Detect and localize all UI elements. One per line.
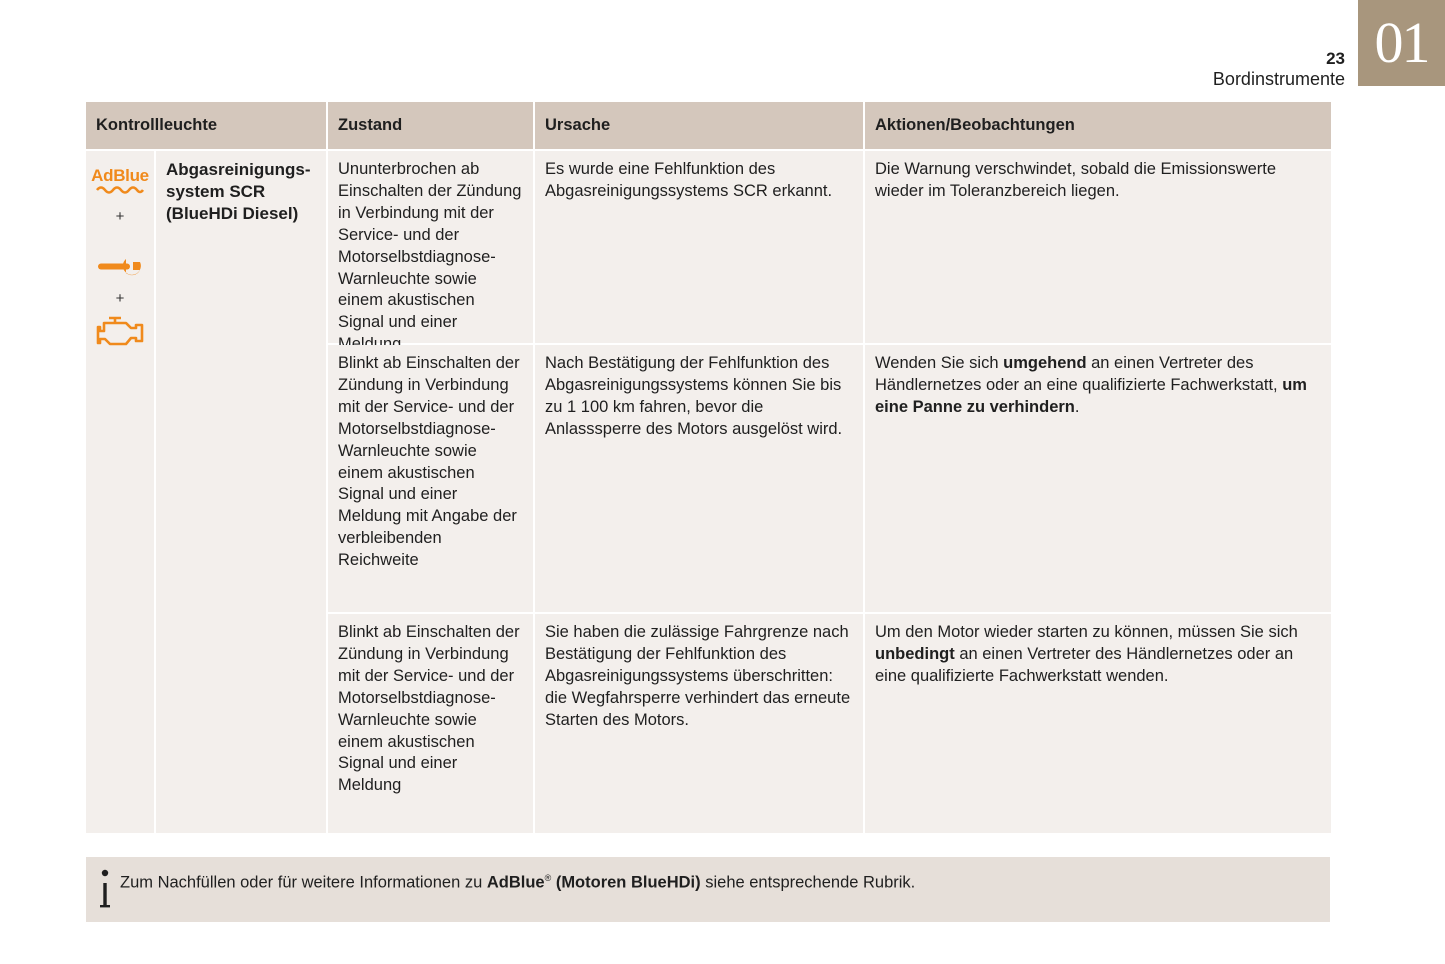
registered-mark: ® [544,873,552,883]
column-header-kontrollleuchte: Kontrollleuchte [86,102,326,149]
plus-sign: + [115,289,125,307]
engine-icon [95,316,145,357]
chapter-tab: 01 [1358,0,1445,86]
text: Wenden Sie sich [875,354,1004,372]
emphasis: umgehend [1003,354,1087,372]
plus-sign: + [115,208,125,225]
text: an einen Vertreter des Händlernetzes oder an eine qualifizierte Fachwerkstatt, [875,354,1283,394]
row-3-aktion [865,614,1331,833]
indicator-icons [86,151,154,833]
column-header-zustand: Zustand [328,102,533,149]
row-2-ursache: Nach Bestätigung der Fehlfunktion des Abgasreinigungssystems können Sie bis zu 1 100 km fahren, bevor die Anlasssperre des Motors ausgelöst wird. [535,345,863,612]
row-2-aktion [865,345,1331,612]
row-3-ursache: Sie haben die zulässige Fahrgrenze nach Bestätigung der Fehlfunktion des Abgasreinigungssystems überschritten: die Wegfahrsperre verhindert das erneute Starten des Motors. [535,614,863,833]
row-1-ursache: Es wurde eine Fehlfunktion des Abgasreinigungssystems SCR erkannt. [535,151,863,343]
text: Um den Motor wieder starten zu können, müssen Sie sich [875,623,1298,641]
column-header-ursache: Ursache [535,102,863,149]
adblue-icon [91,167,149,195]
indicator-name: Abgasreinigungs-system SCR (BlueHDi Diesel) [156,151,326,833]
warning-light-table [86,102,1331,831]
row-3-zustand: Blinkt ab Einschalten der Zündung in Verbindung mit der Service- und der Motorselbstdiagnose-Warnleuchte sowie einem akustischen Signal und einer Meldung [328,614,533,833]
info-note [86,857,1330,922]
section-title: Bordinstrumente [1212,69,1345,89]
column-header-aktionen: Aktionen/Beobachtungen [865,102,1331,149]
adblue-label: AdBlue [91,166,149,185]
info-note-text [120,868,915,894]
text: Zum Nachfüllen oder für weitere Informationen zu [120,873,487,892]
info-icon [98,867,112,911]
text: siehe entsprechende Rubrik. [700,873,916,892]
text: an einen Vertreter des Händlernetzes oder an eine qualifizierte Fachwerkstatt wenden. [875,644,1294,685]
wrench-icon [96,256,144,283]
text: . [1074,397,1080,416]
emphasis: um eine Panne zu verhindern [875,375,1307,416]
emphasis: (Motoren BlueHDi) [551,873,701,892]
row-1-aktion: Die Warnung verschwindet, sobald die Emissionswerte wieder im Toleranzbereich liegen. [865,151,1331,343]
emphasis: AdBlue [486,873,545,892]
emphasis: unbedingt [875,644,955,663]
row-2-zustand: Blinkt ab Einschalten der Zündung in Verbindung mit der Service- und der Motorselbstdiagnose-Warnleuchte sowie einem akustischen Signal und einer Meldung mit Angabe der verbleibenden Reichweite [328,345,533,612]
row-1-zustand: Ununterbrochen ab Einschalten der Zündung in Verbindung mit der Service- und der Motorselbstdiagnose-Warnleuchte sowie einem akustischen Signal und einer [328,151,533,343]
page-number: 23 [1326,49,1345,68]
